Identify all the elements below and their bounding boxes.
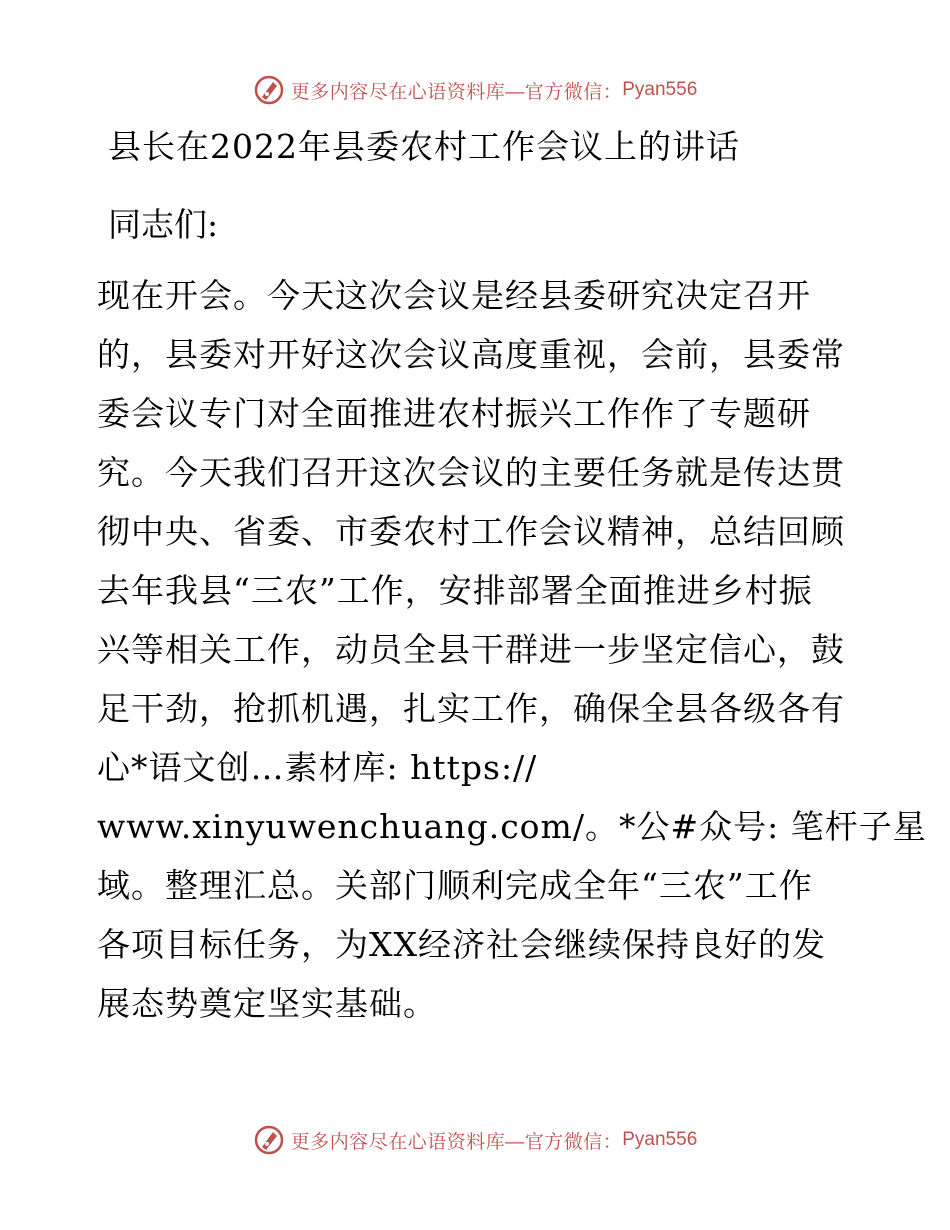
- body-line: 去年我县“三农”工作，安排部署全面推进乡村振: [97, 571, 813, 610]
- body-line: 心*语文创…素材库: https://: [97, 748, 538, 787]
- body-line: 的，县委对开好这次会议高度重视，会前，县委常: [97, 335, 845, 374]
- body-line: 足干劲，抢抓机遇，扎实工作，确保全县各级各有: [97, 689, 845, 728]
- body-line: 各项目标任务，为XX经济社会继续保持良好的发: [97, 925, 826, 964]
- body-line: 彻中央、省委、市委农村工作会议精神，总结回顾: [97, 512, 845, 551]
- watermark-handle: Pyan556: [622, 1129, 698, 1150]
- watermark-text: 更多内容尽在心语资料库—官方微信：: [290, 81, 623, 103]
- body-line: 委会议专门对全面推进农村振兴工作作了专题研: [97, 394, 811, 433]
- document-title: 县长在2022年县委农村工作会议上的讲话: [108, 127, 740, 166]
- greeting: 同志们:: [108, 205, 219, 244]
- body-line: www.xinyuwenchuang.com/。*公#众号: 笔杆子星: [97, 807, 927, 846]
- watermark-text: 更多内容尽在心语资料库—官方微信：: [290, 1131, 623, 1153]
- footer-watermark: [0, 1120, 950, 1160]
- header-watermark: [0, 70, 950, 110]
- pen-nib-logo-icon: [253, 74, 285, 106]
- pen-nib-logo-icon: [253, 1124, 285, 1156]
- body-line: 展态势奠定坚实基础。: [97, 984, 437, 1023]
- body-line: 兴等相关工作，动员全县干群进一步坚定信心，鼓: [97, 630, 845, 669]
- body-line: 域。整理汇总。关部门顺利完成全年“三农”工作: [97, 866, 813, 905]
- body-line: 现在开会。今天这次会议是经县委研究决定召开: [97, 276, 811, 315]
- body-paragraph: [97, 266, 927, 1033]
- watermark-handle: Pyan556: [622, 79, 698, 100]
- body-line: 究。今天我们召开这次会议的主要任务就是传达贯: [97, 453, 845, 492]
